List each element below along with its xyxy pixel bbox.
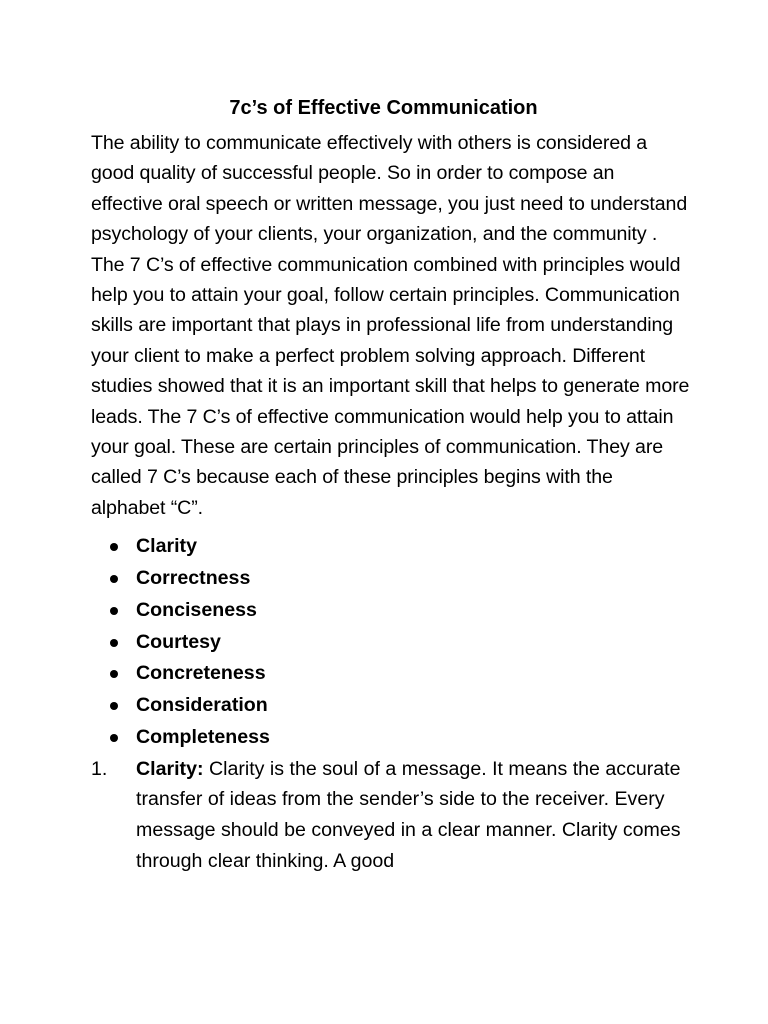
numbered-term: Clarity:	[136, 757, 204, 780]
document-title: 7c’s of Effective Communication	[229, 97, 538, 119]
bullet-item-correctness	[91, 563, 691, 595]
numbered-item-clarity	[91, 754, 696, 876]
bullet-item-consideration	[91, 690, 691, 722]
bullet-item-conciseness	[91, 595, 691, 627]
bullet-icon	[110, 575, 118, 583]
bullet-item-concreteness	[91, 658, 691, 690]
bullet-item-clarity	[91, 531, 691, 563]
principles-bullet-list	[91, 531, 691, 754]
intro-paragraph: The ability to communicate effectively with others is considered a good quality of successful people. So in order to compose an effective oral speech or written message, you just need to understand psychology of your clients, your organization, and the community . The 7 C’s of effective communication combined with principles would help you to attain your goal, follow certain principles. Communication skills are important that plays in professional life from understanding your client to make a perfect problem solving approach. Different studies showed that it is an important skill that helps to generate more leads. The 7 C’s of effective communication would help you to attain your goal. These are certain principles of communication. They are called 7 C’s because each of these principles begins with the alphabet “C”.	[91, 132, 690, 519]
numbered-text: Clarity is the soul of a message. It means the accurate transfer of ideas from the sender’s side to the receiver. Every message should be conveyed in a clear manner. Clarity comes through clear thinking. A good	[136, 757, 681, 872]
bullet-icon	[110, 670, 118, 678]
bullet-label: Correctness	[136, 567, 251, 590]
bullet-icon	[110, 734, 118, 742]
bullet-icon	[110, 702, 118, 710]
bullet-label: Completeness	[136, 726, 270, 749]
list-number: 1.	[91, 757, 108, 780]
bullet-icon	[110, 607, 118, 615]
bullet-label: Clarity	[136, 535, 197, 558]
bullet-item-courtesy	[91, 627, 691, 659]
bullet-item-completeness	[91, 722, 691, 754]
bullet-icon	[110, 639, 118, 647]
bullet-label: Courtesy	[136, 630, 221, 653]
bullet-label: Concreteness	[136, 662, 266, 685]
bullet-label: Conciseness	[136, 598, 257, 621]
bullet-icon	[110, 543, 118, 551]
document-page	[91, 94, 691, 876]
bullet-label: Consideration	[136, 694, 268, 717]
